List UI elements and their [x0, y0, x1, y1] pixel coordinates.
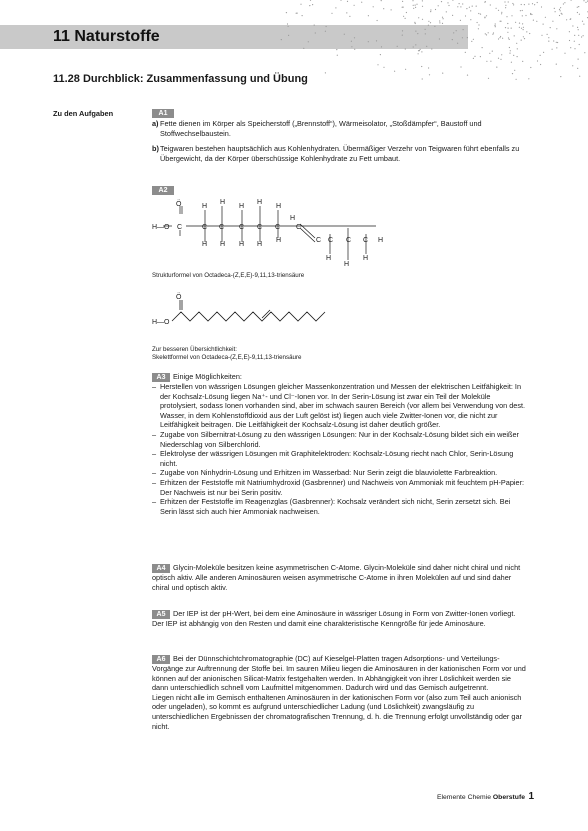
list-item: – Erhitzen der Feststoffe im Reagenzglas (Gasbrenner): Kochsalz verändert sich nicht, Serin zersetzt sich. Bei Serin lässt sich auch hier Ammoniak nachweisen. [152, 497, 528, 516]
svg-text:H: H [344, 261, 350, 268]
skeletal-formula [150, 290, 340, 340]
a3-list [152, 382, 528, 516]
svg-text:C: C [296, 224, 302, 231]
task-badge: A2 [152, 186, 174, 195]
svg-text:Ö: Ö [176, 294, 182, 301]
book-subtitle: Oberstufe [492, 794, 525, 801]
svg-text:H: H [363, 255, 369, 262]
svg-text:C: C [219, 224, 225, 231]
task-badge: A4 [152, 564, 170, 573]
svg-text:H: H [378, 237, 384, 244]
dot-pattern-decoration [250, 0, 588, 80]
skeletal-formula-caption [152, 346, 301, 361]
list-item: – Erhitzen der Feststoffe mit Natriumhydroxid (Gasbrenner) und Nachweis von Ammoniak mit feuchtem pH-Papier: Der Nachweis ist nur bei Serin positiv. [152, 478, 528, 497]
a3-intro: Einige Möglichkeiten: [173, 372, 242, 381]
side-label: Zu den Aufgaben [53, 109, 114, 118]
a6-text-1: Bei der Dünnschichtchromatographie (DC) auf Kieselgel-Platten tragen Adsorptions- und Verteilungs-Vorgänge zur Auftrennung der Stoffe bei. Im sauren Milieu liegen die Aminosäuren in der kationischen Form vor und können auf der anionischen Silicat-Matrix festgehalten werden. In Abhängigkeit von ihrer Löslichkeit werden sie dann unterschiedlich schnell vom Laufmittel mitgenommen. Dadurch wird und das Gemisch aufgetrennt. [152, 654, 526, 693]
svg-text:H: H [276, 203, 282, 210]
footer-book-title [437, 794, 525, 801]
task-a4 [152, 563, 528, 592]
item-marker: b) [152, 144, 159, 154]
a1-a-text: Fette dienen im Körper als Speicherstoff („Brennstoff“), Wärmeisolator, „Stoßdämpfer“, Baustoff und Stoffwechselbaustein. [160, 119, 482, 138]
svg-text:H—O: H—O [152, 319, 170, 326]
task-a6 [152, 654, 528, 731]
svg-text:H: H [326, 255, 332, 262]
a1-part-b [152, 144, 528, 163]
svg-text:C: C [316, 237, 322, 244]
chapter-title: 11 Naturstoffe [53, 28, 160, 45]
book-title: Elemente Chemie [436, 794, 491, 801]
svg-text:H: H [202, 241, 208, 248]
svg-text:C: C [239, 224, 245, 231]
list-item: – Zugabe von Silbernitrat-Lösung zu den wässrigen Lösungen: Nur in der Kochsalz-Lösung bildet sich ein weißer Niederschlag von Silberchlorid. [152, 430, 528, 449]
page-number: 1 [528, 791, 534, 802]
a4-text: Glycin-Moleküle besitzen keine asymmetrischen C-Atome. Glycin-Moleküle sind daher nicht chiral und nicht optisch aktiv. Alle anderen Aminosäuren weisen asymmetrische C-Atome in ihren Molekülen auf und sind daher chiral und optisch aktiv. [152, 563, 521, 592]
svg-text:H: H [239, 203, 245, 210]
list-item: – Zugabe von Ninhydrin-Lösung und Erhitzen im Wasserbad: Nur Serin zeigt die blauviolette Farbreaktion. [152, 468, 528, 478]
svg-text:H: H [257, 199, 263, 206]
svg-text:C: C [328, 237, 334, 244]
svg-text:H: H [257, 241, 263, 248]
task-badge: A1 [152, 109, 174, 118]
task-badge: A5 [152, 610, 170, 619]
svg-text:H: H [220, 241, 226, 248]
task-a3 [152, 372, 528, 516]
svg-text:C: C [363, 237, 369, 244]
svg-text:H—O: H—O [152, 224, 170, 231]
svg-text:H: H [276, 237, 282, 244]
svg-text:C: C [346, 237, 352, 244]
svg-text:C: C [257, 224, 263, 231]
list-item: – Herstellen von wässrigen Lösungen gleicher Massenkonzentration und Messen der elektrischen Leitfähigkeit: In der Kochsalz-Lösung liegen Na⁺- und Cl⁻-Ionen vor. In der Serin-Lösung ist zwar ein Teil der Moleküle protolysiert, sodass Ionen vorhanden sind, aber im schwach sauren Bereich (vor allem bei Verwendung von dest. Wasser, in dem Kohlenstoffdioxid aus der Luft gelöst ist) liegen auch viele Zwitter-Ionen vor, die nicht zur Leitfähigkeit beitragen. Die Leitfähigkeit der Kochsalz-Lösung ist daher deutlich größer. [152, 382, 528, 430]
section-title: 11.28 Durchblick: Zusammenfassung und Übung [53, 73, 308, 85]
a6-paragraph-1 [152, 654, 528, 693]
a3-intro-line [152, 372, 528, 382]
structural-formula-caption: Strukturformel von Octadeca-(Z,E,E)-9,11,13-triensäure [152, 272, 305, 279]
a1-part-a [152, 119, 528, 138]
task-badge: A3 [152, 373, 170, 382]
caption-line: Zur besseren Übersichtlichkeit: [152, 346, 237, 353]
svg-text:C: C [177, 224, 183, 231]
svg-text:H: H [202, 203, 208, 210]
svg-text:H: H [239, 241, 245, 248]
item-marker: a) [152, 119, 159, 128]
svg-text:C: C [275, 224, 281, 231]
task-a2 [152, 186, 528, 196]
svg-text:H: H [220, 199, 226, 206]
task-a5 [152, 609, 528, 629]
task-a1 [152, 109, 528, 163]
svg-text:C: C [202, 224, 208, 231]
svg-text:Ö: Ö [176, 201, 182, 208]
caption-line: Skelettformel von Octadeca-(Z,E,E)-9,11,13-triensäure [152, 353, 302, 361]
a6-paragraph-2: Liegen nicht alle im Gemisch enthaltenen Aminosäuren in der kationischen Form vor (also zum Teil auch anionisch oder ungeladen), so kommt es aufgrund unterschiedlicher Ladung (und Löslichkeit) zwangsläufig zu unterschiedlichen Ergebnissen der chromatografischen Trennung, d. h. die Trennung erfolgt unvollständig oder gar nicht. [152, 692, 522, 731]
svg-text:H: H [290, 215, 296, 222]
a1-b-text: Teigwaren bestehen hauptsächlich aus Kohlenhydraten. Übermäßiger Verzehr von Teigwaren führt ebenfalls zu Übergewicht, da der Körper überschüssige Kohlenhydrate zu Fett umbaut. [160, 144, 520, 163]
a5-text: Der IEP ist der pH-Wert, bei dem eine Aminosäure in wässriger Lösung in Form von Zwitter-Ionen vorliegt. Der IEP ist abhängig von den Resten und damit eine charakteristische Kenngröße für jede Aminosäure. [152, 609, 516, 628]
task-badge: A6 [152, 655, 170, 664]
structural-formula [150, 198, 390, 270]
list-item: – Elektrolyse der wässrigen Lösungen mit Graphitelektroden: Kochsalz-Lösung riecht nach Chlor, Serin-Lösung nicht. [152, 449, 528, 468]
